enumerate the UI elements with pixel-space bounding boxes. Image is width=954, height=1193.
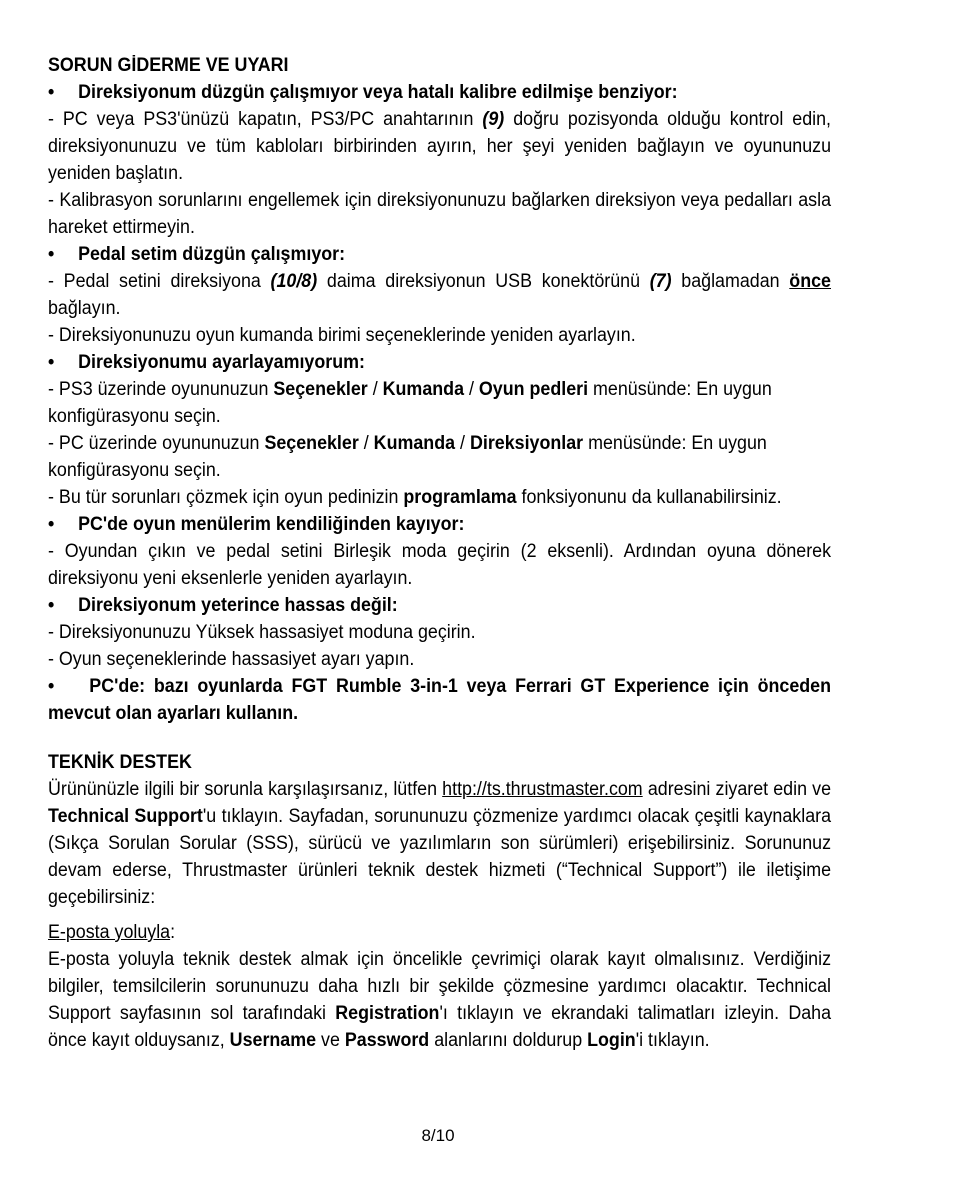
document-page bbox=[48, 52, 831, 1054]
bullet-heading-setup bbox=[48, 349, 831, 376]
bullet-heading-menus bbox=[48, 511, 831, 538]
bullet-icon: • bbox=[48, 595, 55, 616]
bullet-icon: • bbox=[48, 514, 55, 535]
section-title-troubleshooting: SORUN GİDERME VE UYARI bbox=[48, 55, 289, 76]
paragraph: - PS3 üzerinde oyununuzun Seçenekler / Kumanda / Oyun pedleri menüsünde: En uygun konfigürasyonu seçin. bbox=[48, 379, 772, 427]
paragraph: - Direksiyonunuzu Yüksek hassasiyet moduna geçirin. bbox=[48, 622, 476, 643]
bullet-heading-text: Direksiyonumu ayarlayamıyorum: bbox=[78, 352, 365, 373]
section-title-support: TEKNİK DESTEK bbox=[48, 752, 192, 773]
bullet-icon: • bbox=[48, 82, 55, 103]
support-link[interactable]: http://ts.thrustmaster.com bbox=[442, 779, 643, 800]
bullet-heading-presets bbox=[48, 673, 831, 727]
bullet-icon: • bbox=[48, 244, 55, 265]
bullet-heading-pedals bbox=[48, 241, 831, 268]
paragraph: - Kalibrasyon sorunlarını engellemek için direksiyonunuzu bağlarken direksiyon veya pedalları asla hareket ettirmeyin. bbox=[48, 190, 832, 238]
bullet-heading-wheel bbox=[48, 79, 831, 106]
reference: (9) bbox=[482, 109, 505, 130]
bullet-heading-text: Direksiyonum düzgün çalışmıyor veya hatalı kalibre edilmişe benziyor: bbox=[78, 82, 678, 103]
bullet-icon: • bbox=[48, 352, 55, 373]
bullet-icon: • bbox=[48, 676, 55, 697]
paragraph: E-posta yoluyla teknik destek almak için öncelikle çevrimiçi olarak kayıt olmalısınız. Verdiğiniz bilgiler, temsilcilerin sorununuzu daha hızlı bir şekilde çözmesine yardımcı olacaktır. Technical Support sayfasının sol tarafındaki Registration'ı tıklayın ve ekrandaki talimatları izleyin. Daha önce kayıt olduysanız, Username ve Password alanlarını doldurup Login'i tıklayın. bbox=[48, 949, 832, 1051]
email-label: E-posta yoluyla: bbox=[48, 922, 176, 943]
paragraph: - PC veya PS3'ünüzü kapatın, PS3/PC anahtarının (9) doğru pozisyonda olduğu kontrol edin, direksiyonunuzu ve tüm kabloları birbirinden ayırın, her şeyi yeniden bağlayın ve oyununuzu yeniden başlatın. bbox=[48, 109, 832, 184]
emphasis: önce bbox=[789, 271, 832, 292]
paragraph: Ürününüzle ilgili bir sorunla karşılaşırsanız, lütfen http://ts.thrustmaster.com adresini ziyaret edin ve Technical Support'u tıklayın. Sayfadan, sorununuzu çözmenize yardımcı olacak çeşitli kaynaklara (Sıkça Sorulan Sorular (SSS), sürücü ve yazılımların son sürümleri) erişebilirsiniz. Sorununuz devam ederse, Thrustmaster ürünleri teknik destek hizmeti (“Technical Support”) ile iletişime geçebilirsiniz: bbox=[48, 779, 832, 908]
page-number: 8/10 bbox=[421, 1126, 455, 1145]
bullet-heading-precision bbox=[48, 592, 831, 619]
paragraph: - Direksiyonunuzu oyun kumanda birimi seçeneklerinde yeniden ayarlayın. bbox=[48, 325, 636, 346]
bullet-heading-text: Direksiyonum yeterince hassas değil: bbox=[78, 595, 398, 616]
paragraph: - Oyundan çıkın ve pedal setini Birleşik moda geçirin (2 eksenli). Ardından oyuna dönerek direksiyonu yeni eksenlerle yeniden ayarlayın. bbox=[48, 541, 832, 589]
bullet-heading-text: PC'de: bazı oyunlarda FGT Rumble 3-in-1 veya Ferrari GT Experience için önceden mevcut olan ayarları kullanın. bbox=[48, 676, 832, 724]
reference: (7) bbox=[649, 271, 672, 292]
paragraph: - PC üzerinde oyununuzun Seçenekler / Kumanda / Direksiyonlar menüsünde: En uygun konfigürasyonu seçin. bbox=[48, 433, 767, 481]
paragraph: - Oyun seçeneklerinde hassasiyet ayarı yapın. bbox=[48, 649, 415, 670]
bullet-heading-text: PC'de oyun menülerim kendiliğinden kayıyor: bbox=[78, 514, 465, 535]
paragraph: - Pedal setini direksiyona (10/8) daima direksiyonun USB konektörünü (7) bağlamadan önce bağlayın. bbox=[48, 271, 832, 319]
paragraph: - Bu tür sorunları çözmek için oyun pedinizin programlama fonksiyonunu da kullanabilirsiniz. bbox=[48, 487, 782, 508]
bullet-heading-text: Pedal setim düzgün çalışmıyor: bbox=[78, 244, 346, 265]
reference: (10/8) bbox=[270, 271, 318, 292]
